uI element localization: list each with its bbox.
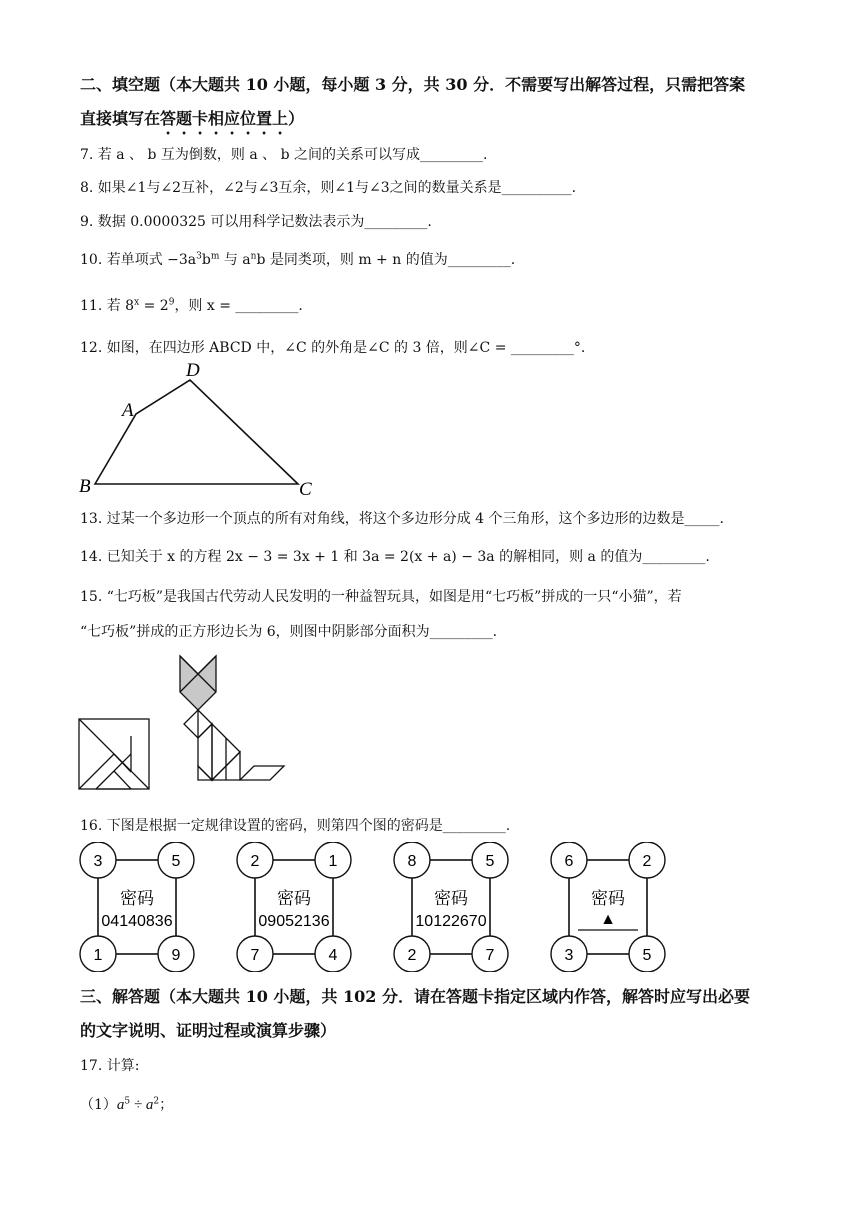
card1-bl: 1 xyxy=(93,947,103,964)
card2-code: 09052136 xyxy=(258,913,330,930)
quadrilateral-figure xyxy=(70,358,330,503)
question-15-line2: “七巧板”拼成的正方形边长为 6，则图中阴影部分面积为_________. xyxy=(80,624,498,640)
card3-br: 7 xyxy=(485,947,495,964)
card4-tl: 6 xyxy=(564,853,574,870)
card1-br: 9 xyxy=(171,947,181,964)
password-cards-figure xyxy=(76,842,696,972)
question-13: 13. 过某一个多边形一个顶点的所有对角线，将这个多边形分成 4 个三角形，这个多边形的边数是_____. xyxy=(80,511,724,527)
card3-tl: 8 xyxy=(407,853,417,870)
question-11: 11. 若 $8^x = 2^9$，则 x = _________. xyxy=(80,297,303,314)
card3-tr: 5 xyxy=(485,853,495,870)
section-3-title xyxy=(80,980,800,1048)
card4-bl: 3 xyxy=(564,947,574,964)
tangram-square-figure xyxy=(78,718,150,790)
quadrilateral-abcd xyxy=(95,380,298,484)
card3-title: 密码 xyxy=(434,889,468,908)
vertex-label-c: C xyxy=(299,479,312,500)
question-14: 14. 已知关于 x 的方程 2x − 3 = 3x + 1 和 3a = 2(x + a) − 3a 的解相同，则 a 的值为_________. xyxy=(80,549,710,565)
question-8: 8. 如果∠1与∠2互补，∠2与∠3互余，则∠1与∠3之间的数量关系是__________. xyxy=(80,180,577,196)
section-2-title-line2: 直接填写在答题卡相应位置上） xyxy=(80,109,305,128)
triangle-icon: ▲ xyxy=(600,911,616,928)
question-15-line1: 15. “七巧板”是我国古代劳动人民发明的一种益智玩具，如图是用“七巧板”拼成的一只“小猫”，若 xyxy=(80,589,682,605)
card3-code: 10122670 xyxy=(415,913,487,930)
card2-br: 4 xyxy=(328,947,338,964)
question-17-part1: $(1)a^5 \div a^2$； xyxy=(80,1096,174,1113)
cat-head-shaded xyxy=(180,656,216,710)
card2-tl: 2 xyxy=(250,853,260,870)
card2-bl: 7 xyxy=(250,947,260,964)
password-card-2 xyxy=(237,842,351,972)
card2-title: 密码 xyxy=(277,889,311,908)
card4-br: 5 xyxy=(642,947,652,964)
vertex-label-b: B xyxy=(79,476,91,497)
password-card-1 xyxy=(80,842,194,972)
password-card-3 xyxy=(394,842,508,972)
question-16: 16. 下图是根据一定规律设置的密码，则第四个图的密码是_________. xyxy=(80,818,511,834)
question-12: 12. 如图，在四边形 ABCD 中，∠C 的外角是∠C 的 3 倍，则∠C = _________°. xyxy=(80,340,586,356)
card3-bl: 2 xyxy=(407,947,417,964)
password-card-4 xyxy=(551,842,665,972)
card1-tr: 5 xyxy=(171,853,181,870)
question-17-label: 17. 计算: xyxy=(80,1058,140,1074)
section-3-title-line2: 的文字说明、证明过程或演算步骤） xyxy=(80,1021,337,1040)
question-7: 7. 若 a 、 b 互为倒数，则 a 、 b 之间的关系可以写成_________. xyxy=(80,147,488,163)
question-10: 10. 若单项式 $-3a^3b^m$ 与 $a^nb$ 是同类项，则 m + n 的值为_________. xyxy=(80,251,516,268)
tangram-cat-figure xyxy=(168,650,288,798)
card1-title: 密码 xyxy=(120,889,154,908)
card4-title: 密码 xyxy=(591,889,625,908)
card4-tr: 2 xyxy=(642,853,652,870)
card1-tl: 3 xyxy=(93,853,103,870)
section-2-title-line1: 二、填空题（本大题共 10 小题，每小题 3 分，共 30 分．不需要写出解答过程，只需把答案 xyxy=(80,75,746,94)
section-2-title xyxy=(80,68,800,138)
card1-code: 04140836 xyxy=(101,913,173,930)
vertex-label-d: D xyxy=(186,360,200,381)
vertex-label-a: A xyxy=(122,400,134,421)
question-9: 9. 数据 0.0000325 可以用科学记数法表示为_________. xyxy=(80,214,432,230)
section-3-title-line1: 三、解答题（本大题共 10 小题，共 102 分．请在答题卡指定区域内作答，解答时应写出必要 xyxy=(80,987,750,1006)
card2-tr: 1 xyxy=(328,853,338,870)
emphasis-text: 答题卡相应位置上 xyxy=(160,109,289,128)
